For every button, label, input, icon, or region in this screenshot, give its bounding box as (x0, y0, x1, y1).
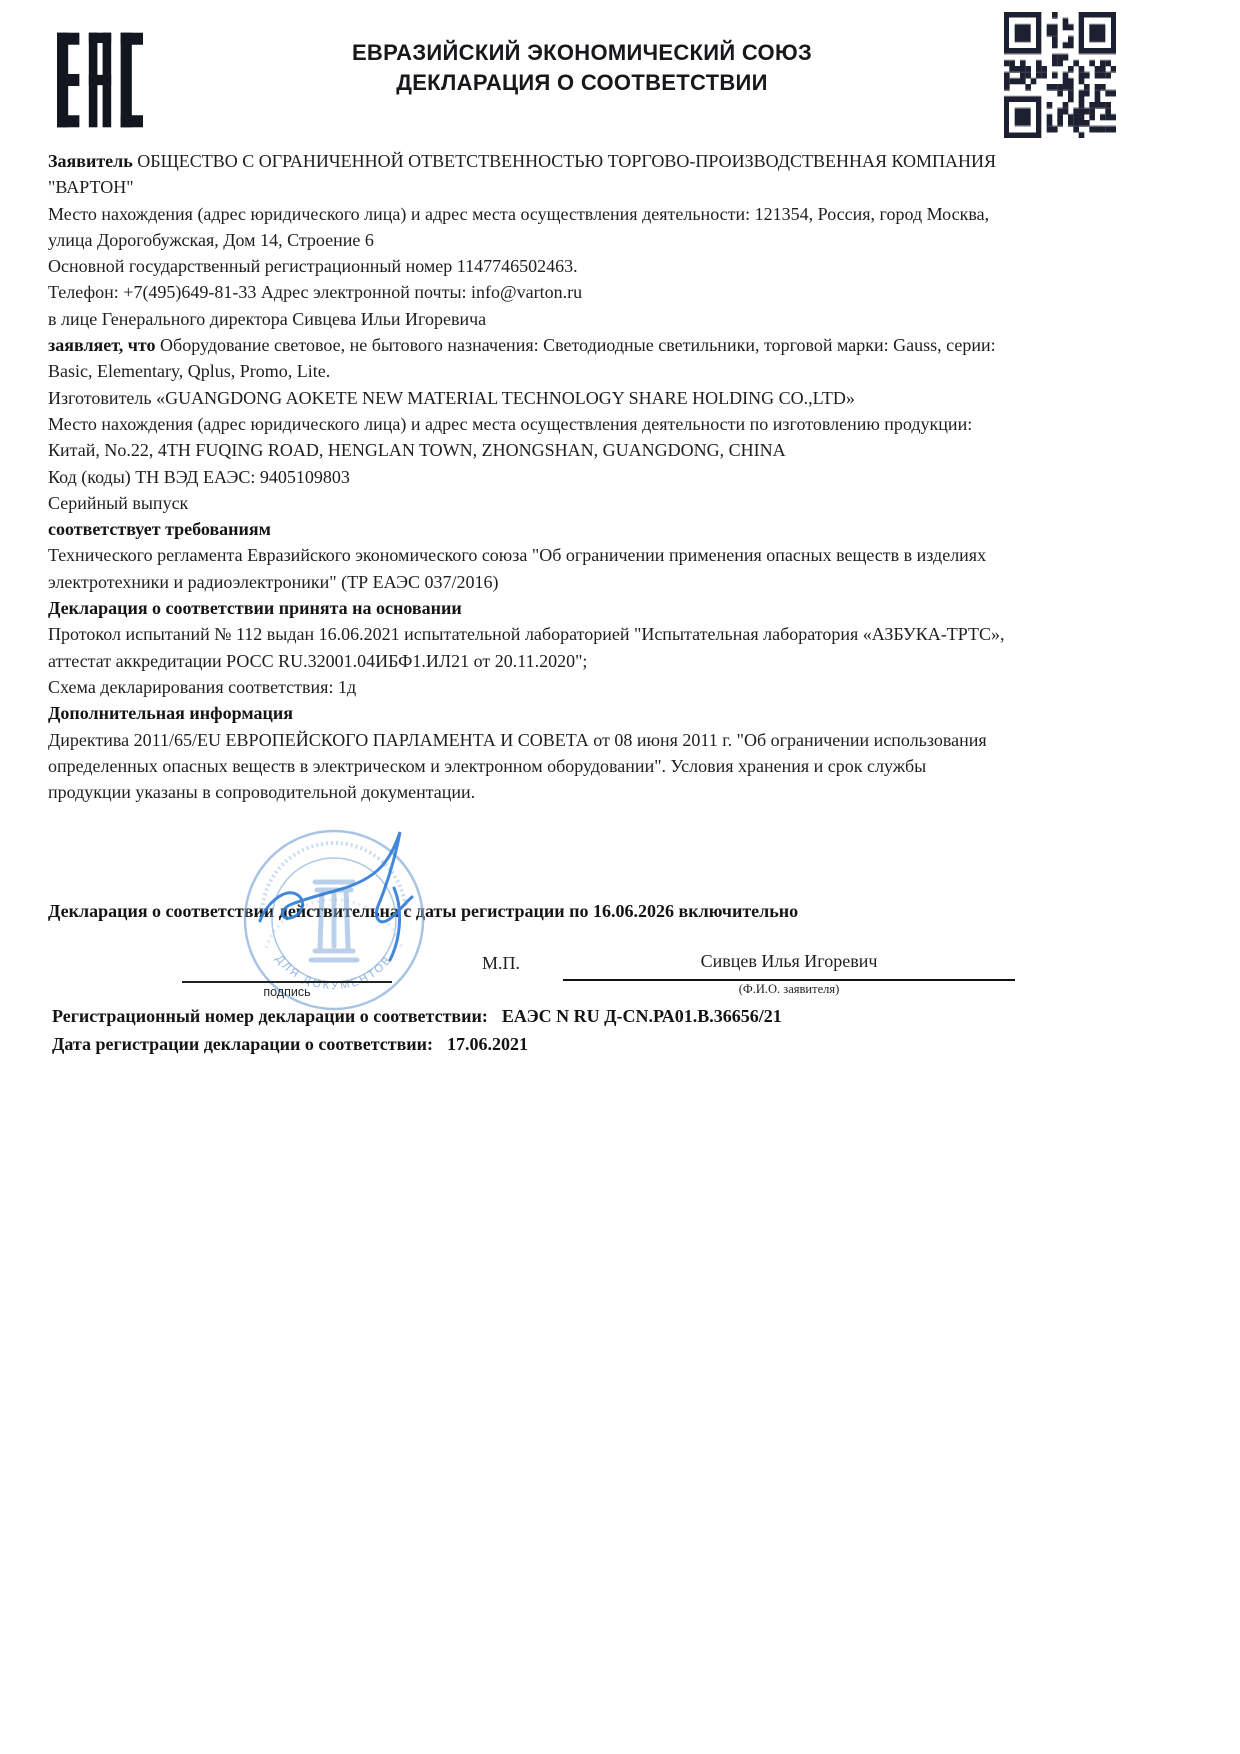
title-union: ЕВРАЗИЙСКИЙ ЭКОНОМИЧЕСКИЙ СОЮЗ (351, 40, 813, 65)
complies-text: Технического регламента Евразийского экономического союза "Об ограничении применения опасных веществ в изделиях электротехники и радиоэлектроники" (ТР ЕАЭС 037/2016) (48, 545, 987, 592)
registration-date-label: Дата регистрации декларации о соответствии: (52, 1034, 434, 1054)
scheme-line: Схема декларирования соответствия: 1д (48, 676, 357, 697)
registration-number-label: Регистрационный номер декларации о соответствии: (52, 1006, 488, 1026)
signature-caption: подпись (263, 985, 311, 999)
contacts-line: Телефон: +7(495)649-81-33 Адрес электронной почты: info@varton.ru (48, 282, 583, 303)
declaration-body (48, 148, 1010, 805)
signature-field (182, 981, 392, 999)
basis-text: Протокол испытаний № 112 выдан 16.06.2021 испытательной лабораторией "Испытательная лаборатория «АЗБУКА-ТРТС», аттестат аккредитации РОСС RU.32001.04ИБФ1.ИЛ21 от 20.11.2020"; (48, 624, 1005, 671)
declares-paragraph: заявляет, что Оборудование световое, не бытового назначения: Светодиодные светильники, торговой марки: Gauss, серии: Basic, Elementary, Qplus, Promo, Lite. (48, 335, 996, 382)
ogrn-line: Основной государственный регистрационный номер 1147746502463. (48, 256, 578, 277)
additional-text: Директива 2011/65/EU ЕВРОПЕЙСКОГО ПАРЛАМЕНТА И СОВЕТА от 08 июня 2011 г. "Об ограничении использования определенных опасных веществ в электрическом и электронном оборудовании". Условия хранения и срок службы продукции указаны в сопроводительной документации. (48, 729, 987, 803)
applicant-paragraph: Заявитель ОБЩЕСТВО С ОГРАНИЧЕННОЙ ОТВЕТСТВЕННОСТЬЮ ТОРГОВО-ПРОИЗВОДСТВЕННАЯ КОМПАНИЯ "ВАРТОН" (48, 151, 997, 198)
registration-number-value: ЕАЭС N RU Д-CN.РА01.В.36656/21 (501, 1006, 782, 1026)
tnved-code-line: Код (коды) ТН ВЭД ЕАЭС: 9405109803 (48, 466, 350, 487)
mp-seal-label: М.П. (482, 953, 521, 973)
represented-by-line: в лице Генерального директора Сивцева Ильи Игоревича (48, 308, 487, 329)
basis-label: Декларация о соответствии принята на основании (48, 598, 462, 619)
title-doc-type: ДЕКЛАРАЦИЯ О СООТВЕТСТВИИ (396, 70, 768, 95)
serial-line: Серийный выпуск (48, 492, 189, 513)
registration-date-line (52, 1034, 528, 1055)
additional-label: Дополнительная информация (48, 703, 293, 724)
signature-rule (182, 981, 392, 983)
applicant-address: Место нахождения (адрес юридического лица) и адрес места осуществления деятельности: 121354, Россия, город Москва, улица Дорогобужская, Дом 14, Строение 6 (48, 203, 990, 250)
manufacturer-address: Место нахождения (адрес юридического лица) и адрес места осуществления деятельности по изготовлению продукции: Китай, No.22, 4TH FUQING ROAD, HENGLAN TOWN, ZHONGSHAN, GUANGDONG, CHINA (48, 413, 973, 461)
qr-code-canvas (1004, 12, 1116, 138)
manufacturer-line: Изготовитель «GUANGDONG AOKETE NEW MATERIAL TECHNOLOGY SHARE HOLDING CO.,LTD» (48, 387, 855, 408)
stamp-arc-text: ДЛЯ ДОКУМЕНТОВ (273, 953, 395, 993)
signer-name-rule (563, 979, 1015, 981)
signer-name-caption: (Ф.И.О. заявителя) (738, 982, 840, 996)
complies-label: соответствует требованиям (48, 519, 271, 540)
registration-date-value: 17.06.2021 (447, 1034, 529, 1054)
qr-code (1004, 12, 1116, 143)
applicant-label: Заявитель (48, 151, 133, 171)
signer-name-field (563, 951, 1015, 997)
signer-name: Сивцев Илья Игоревич (700, 951, 878, 971)
registration-number-line (52, 1006, 782, 1027)
validity-line: Декларация о соответствии действительна с даты регистрации по 16.06.2026 включительно (48, 901, 799, 921)
declares-label: заявляет, что (48, 335, 156, 356)
document-title (0, 38, 1164, 98)
